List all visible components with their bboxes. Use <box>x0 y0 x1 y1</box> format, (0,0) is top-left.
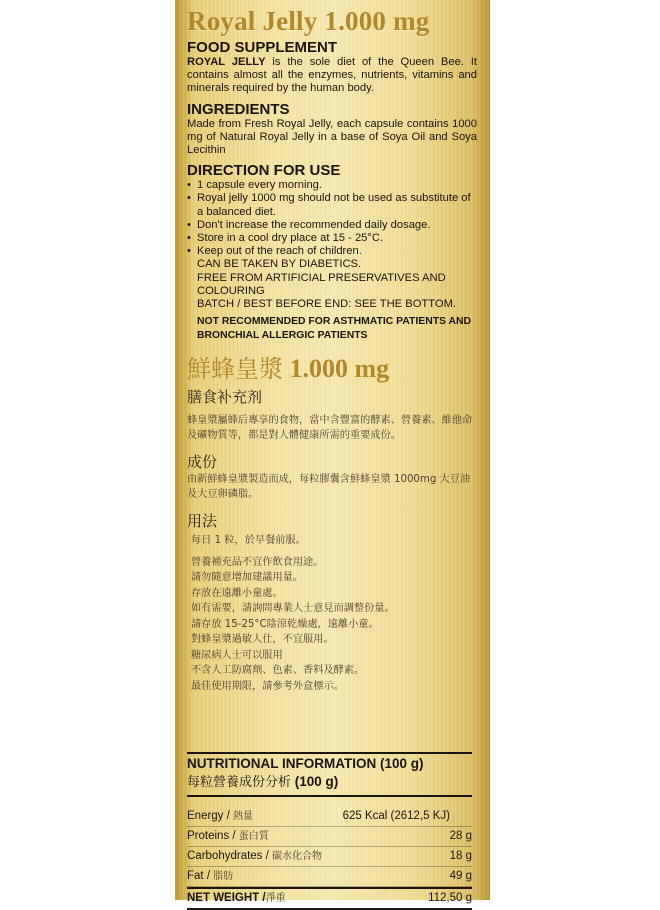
nutrient-name-cn: 脂肪 <box>213 871 234 882</box>
nutrition-spacer <box>187 797 472 807</box>
chinese-title <box>187 349 477 384</box>
note-preservatives: FREE FROM ARTIFICIAL PRESERVATIVES AND COLOURING <box>197 271 446 297</box>
nutrient-name-cn: 蛋白質 <box>238 831 269 842</box>
direction-item: • Keep out of the reach of children. <box>187 245 477 258</box>
nutrient-value: 18 g <box>449 850 472 862</box>
allergy-warning: NOT RECOMMENDED FOR ASTHMATIC PATIENTS AND BRONCHIAL ALLERGIC PATIENTS <box>197 316 471 342</box>
note-batch: BATCH / BEST BEFORE END: SEE THE BOTTOM. <box>197 298 457 311</box>
nutrient-value: 28 g <box>449 830 472 842</box>
nutrient-name-cn: 熱量 <box>233 811 254 822</box>
nutrition-row-proteins <box>187 827 472 847</box>
note-diabetics: CAN BE TAKEN BY DIABETICS. <box>197 258 362 271</box>
chinese-usage-line: 存放在遠離小童處。 <box>191 587 283 599</box>
product-label <box>175 0 490 904</box>
nutrient-label: Proteins / 蛋白質 <box>187 830 269 842</box>
chinese-usage-line: 請存放 15-25°C陰涼乾燥處，遠離小童。 <box>191 618 379 630</box>
chinese-title-dose: 1.000 mg <box>283 354 390 384</box>
nutrient-name-cn: 碳水化合物 <box>272 851 323 862</box>
direction-item: • Store in a cool dry place at 15 - 25°C. <box>187 232 477 245</box>
chinese-usage-line: 不含人工防腐劑、色素、香料及酵素。 <box>191 665 365 677</box>
net-weight-text: NET WEIGHT <box>187 892 260 904</box>
direction-item: • 1 capsule every morning. <box>187 179 477 192</box>
nutrition-table <box>187 752 472 910</box>
nutrition-heading-cn-qty: (100 g) <box>294 774 339 789</box>
chinese-title-text: 鮮蜂皇漿 <box>187 355 283 384</box>
chinese-usage-list <box>187 533 477 694</box>
net-weight-row <box>187 887 472 910</box>
direction-list <box>187 179 477 258</box>
direction-heading: DIRECTION FOR USE <box>187 162 341 180</box>
nutrition-heading: NUTRITIONAL INFORMATION (100 g) <box>187 756 424 771</box>
supplement-heading: FOOD SUPPLEMENT <box>187 39 338 56</box>
nutrient-name: Carbohydrates <box>187 850 263 862</box>
label-content <box>187 0 477 694</box>
direction-item: • Royal jelly 1000 mg should not be used as substitute of a balanced diet. <box>187 192 477 218</box>
ingredients-text: Made from Fresh Royal Jelly, each capsule contains 1000 mg of Natural Royal Jelly in a base of Soya Oil and Soya Lecithin <box>187 117 477 157</box>
product-title: Royal Jelly 1.000 mg <box>187 6 430 36</box>
nutrient-label: Fat / 脂肪 <box>187 870 234 882</box>
nutrition-heading-cn <box>187 774 472 791</box>
chinese-usage-line: 對蜂皇漿過敏人仕，不宜服用。 <box>191 634 334 646</box>
net-weight-cn: 淨重 <box>265 893 286 904</box>
net-weight-label: NET WEIGHT /淨重 <box>187 892 286 904</box>
chinese-usage-line: 糖尿病人士可以服用 <box>191 649 283 661</box>
nutrient-label: Carbohydrates / 碳水化合物 <box>187 850 323 862</box>
intro-text: is the sole diet of the Queen Bee. It contains almost all the enzymes, nutrients, vitamins and minerals required by the human body. <box>187 56 477 95</box>
direction-item: • Don't increase the recommended daily dosage. <box>187 219 477 232</box>
nutrition-row-fat <box>187 867 472 887</box>
net-weight-value: 112,50 g <box>428 892 472 904</box>
nutrient-value: 625 Kcal (2612,5 KJ) <box>342 810 450 822</box>
nutrition-heading-cn-text: 每粒營養成份分析 <box>187 775 292 790</box>
nutrient-name: Fat <box>187 870 204 882</box>
nutrition-row-carbohydrates <box>187 847 472 867</box>
chinese-usage-line: 如有需要，請詢問專業人士意見而調整份量。 <box>191 603 395 615</box>
chinese-usage-line: 請勿隨意增加建議用量。 <box>191 572 304 584</box>
chinese-usage-line: 營養補充品不宜作飲食用途。 <box>191 556 324 568</box>
chinese-usage-line: 最佳使用期限，請參考外盒標示。 <box>191 680 344 692</box>
nutrient-name: Proteins <box>187 830 230 842</box>
chinese-subtitle: 膳食补充剂 <box>187 388 263 407</box>
nutrient-label: Energy / 熱量 <box>187 810 254 822</box>
intro-bold: ROYAL JELLY <box>187 56 266 68</box>
chinese-ingredients-heading: 成份 <box>187 453 218 472</box>
chinese-usage-heading: 用法 <box>187 512 218 531</box>
nutrition-row-energy <box>187 807 472 827</box>
chinese-usage-line: 每日 1 粒，於早餐前服。 <box>191 535 306 547</box>
nutrient-value: 49 g <box>449 870 472 882</box>
nutrient-name: Energy <box>187 810 224 822</box>
chinese-ingredients: 由新鮮蜂皇漿製造而成，每粒膠囊含鮮蜂皇漿 1000mg 大豆油及大豆卵磷脂。 <box>187 474 471 501</box>
ingredients-heading: INGREDIENTS <box>187 100 290 118</box>
chinese-intro: 蜂皇漿屬蜂后專享的食物，當中含豐富的酵素、營養素、維他命及礦物質等，都是對人體健康所需的重要成份。 <box>187 415 473 442</box>
intro-paragraph <box>187 56 477 96</box>
